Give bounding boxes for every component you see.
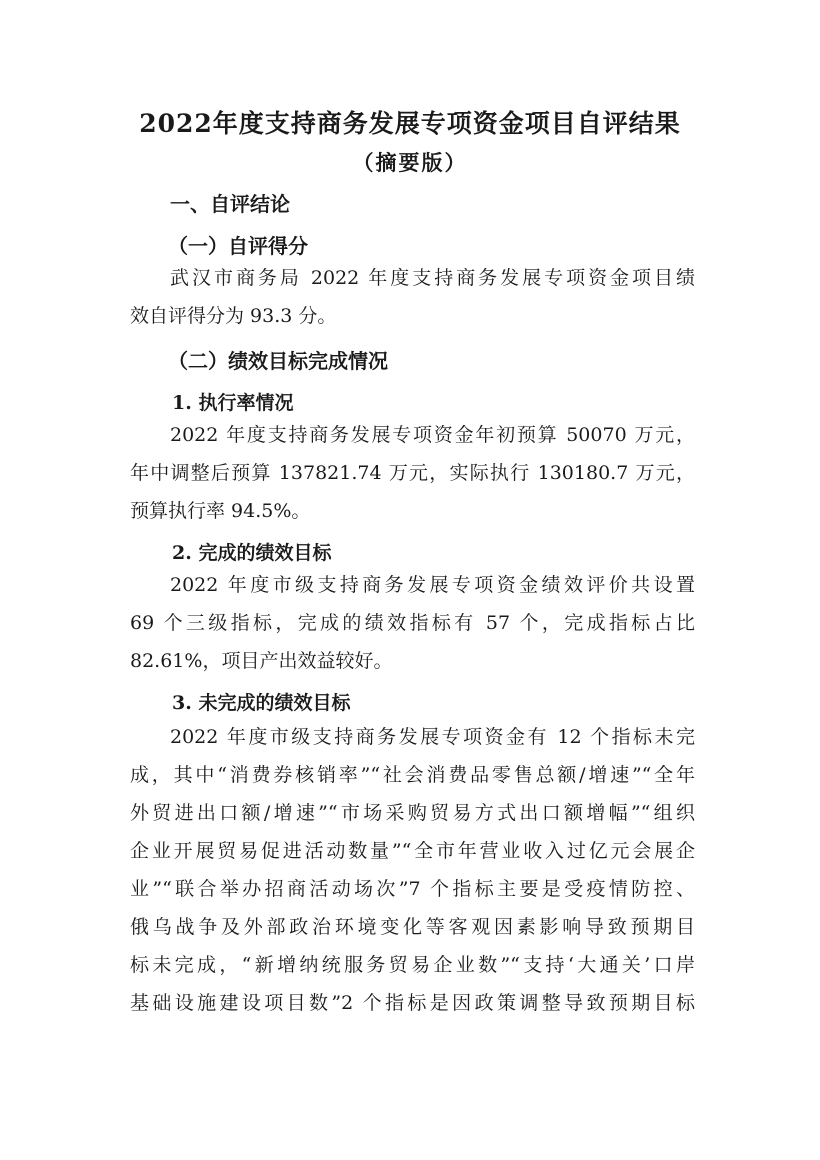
paragraph-line: 预算执行率 94.5%。 — [130, 500, 311, 522]
paragraph-line: 企业开展贸易促进活动数量”“全市年营业收入过亿元会展企 — [130, 840, 695, 862]
document-subtitle: （摘要版） — [352, 150, 468, 175]
paragraph-self-score — [130, 259, 695, 335]
paragraph-line: 成，其中“消费券核销率”“社会消费品零售总额/增速”“全年 — [130, 764, 695, 786]
document-title: 2022年度支持商务发展专项资金项目自评结果 — [139, 109, 681, 138]
paragraph-line: 2022 年度支持商务发展专项资金年初预算 50070 万元， — [170, 424, 695, 446]
paragraph-line: 年中调整后预算 137821.74 万元，实际执行 130180.7 万元， — [130, 462, 695, 484]
paragraph-line: 基础设施建设项目数”2 个指标是因政策调整导致预期目标 — [130, 992, 695, 1014]
paragraph-line: 业”“联合举办招商活动场次”7 个指标主要是受疫情防控、 — [130, 878, 695, 900]
paragraph-line: 武汉市商务局 2022 年度支持商务发展专项资金项目绩 — [170, 267, 695, 289]
paragraph-line: 2022 年度市级支持商务发展专项资金有 12 个指标未完 — [170, 726, 695, 748]
paragraph-line: 2022 年度市级支持商务发展专项资金绩效评价共设置 — [170, 574, 695, 596]
subsection-heading-performance-goals: （二）绩效目标完成情况 — [168, 349, 388, 373]
paragraph-line: 标未完成，“新增纳统服务贸易企业数”“支持‘大通关’口岸 — [130, 954, 695, 976]
paragraph-line: 外贸进出口额/增速”“市场采购贸易方式出口额增幅”“组织 — [130, 802, 695, 824]
paragraph-execution-rate — [130, 416, 695, 530]
item-heading-completed-goals: 2. 完成的绩效目标 — [172, 542, 332, 564]
paragraph-line: 效自评得分为 93.3 分。 — [130, 305, 337, 327]
item-heading-uncompleted-goals: 3. 未完成的绩效目标 — [172, 692, 351, 714]
item-heading-execution-rate: 1. 执行率情况 — [172, 392, 294, 414]
subsection-heading-self-score: （一）自评得分 — [168, 234, 308, 258]
paragraph-line: 俄乌战争及外部政治环境变化等客观因素影响导致预期目 — [130, 916, 695, 938]
paragraph-line: 69 个三级指标，完成的绩效指标有 57 个，完成指标占比 — [130, 612, 695, 634]
paragraph-completed-goals — [130, 566, 695, 680]
paragraph-uncompleted-goals — [130, 718, 695, 1022]
section-heading-self-evaluation-conclusion: 一、自评结论 — [170, 192, 290, 216]
paragraph-line: 82.61%，项目产出效益较好。 — [130, 650, 393, 672]
